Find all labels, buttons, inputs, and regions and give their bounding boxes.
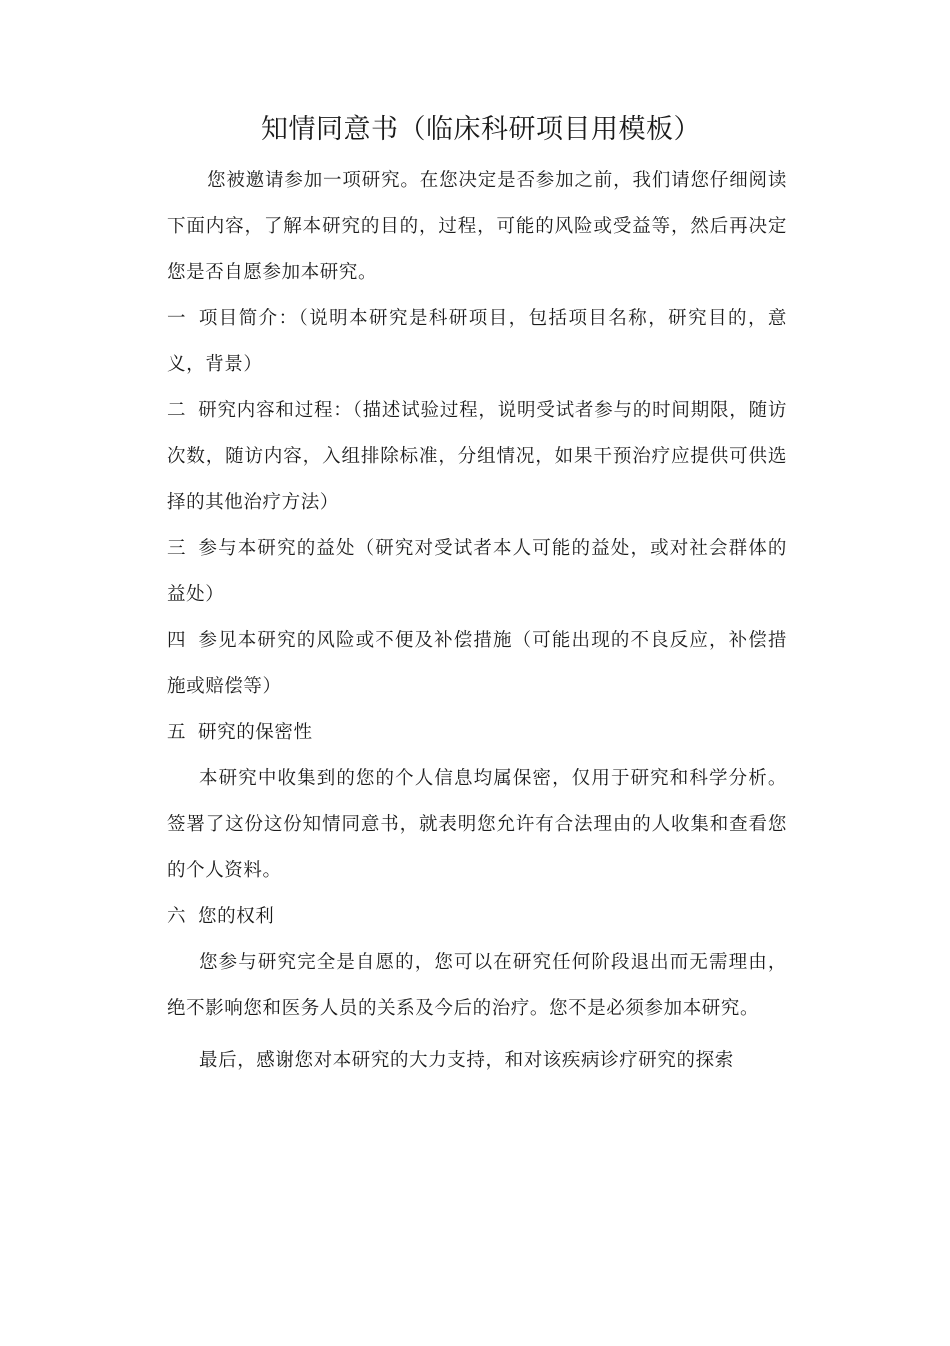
section-2 bbox=[167, 388, 787, 526]
section-text: 项目简介：（说明本研究是科研项目，包括项目名称，研究目的，意义，背景） bbox=[167, 308, 787, 375]
section-text: 您的权利 bbox=[198, 906, 275, 927]
closing-paragraph: 最后，感谢您对本研究的大力支持，和对该疾病诊疗研究的探索 bbox=[199, 1050, 734, 1071]
section-number: 三 bbox=[167, 538, 187, 559]
section-6 bbox=[167, 894, 787, 940]
section-5 bbox=[167, 710, 787, 756]
section-number: 六 bbox=[167, 906, 187, 927]
section-text: 研究内容和过程：（描述试验过程，说明受试者参与的时间期限，随访次数，随访内容，入组排除标准，分组情况，如果干预治疗应提供可供选择的其他治疗方法） bbox=[167, 400, 787, 513]
section-text: 研究的保密性 bbox=[198, 722, 313, 743]
document-title: 知情同意书（临床科研项目用模板） bbox=[261, 114, 701, 145]
section-number: 四 bbox=[167, 630, 187, 651]
section-number: 一 bbox=[167, 308, 187, 329]
section-number: 二 bbox=[167, 400, 187, 421]
document-page bbox=[167, 108, 787, 1084]
intro-paragraph: 您被邀请参加一项研究。在您决定是否参加之前，我们请您仔细阅读下面内容，了解本研究的目的，过程，可能的风险或受益等，然后再决定您是否自愿参加本研究。 bbox=[167, 170, 787, 283]
section-text: 参见本研究的风险或不便及补偿措施（可能出现的不良反应，补偿措施或赔偿等） bbox=[167, 630, 787, 697]
section-number: 五 bbox=[167, 722, 187, 743]
section-text: 参与本研究的益处（研究对受试者本人可能的益处，或对社会群体的益处） bbox=[167, 538, 787, 605]
section-5-body: 本研究中收集到的您的个人信息均属保密，仅用于研究和科学分析。签署了这份这份知情同意书，就表明您允许有合法理由的人收集和查看您的个人资料。 bbox=[167, 768, 787, 881]
section-3 bbox=[167, 526, 787, 618]
section-4 bbox=[167, 618, 787, 710]
section-1 bbox=[167, 296, 787, 388]
section-6-body: 您参与研究完全是自愿的，您可以在研究任何阶段退出而无需理由，绝不影响您和医务人员的关系及今后的治疗。您不是必须参加本研究。 bbox=[167, 952, 787, 1019]
